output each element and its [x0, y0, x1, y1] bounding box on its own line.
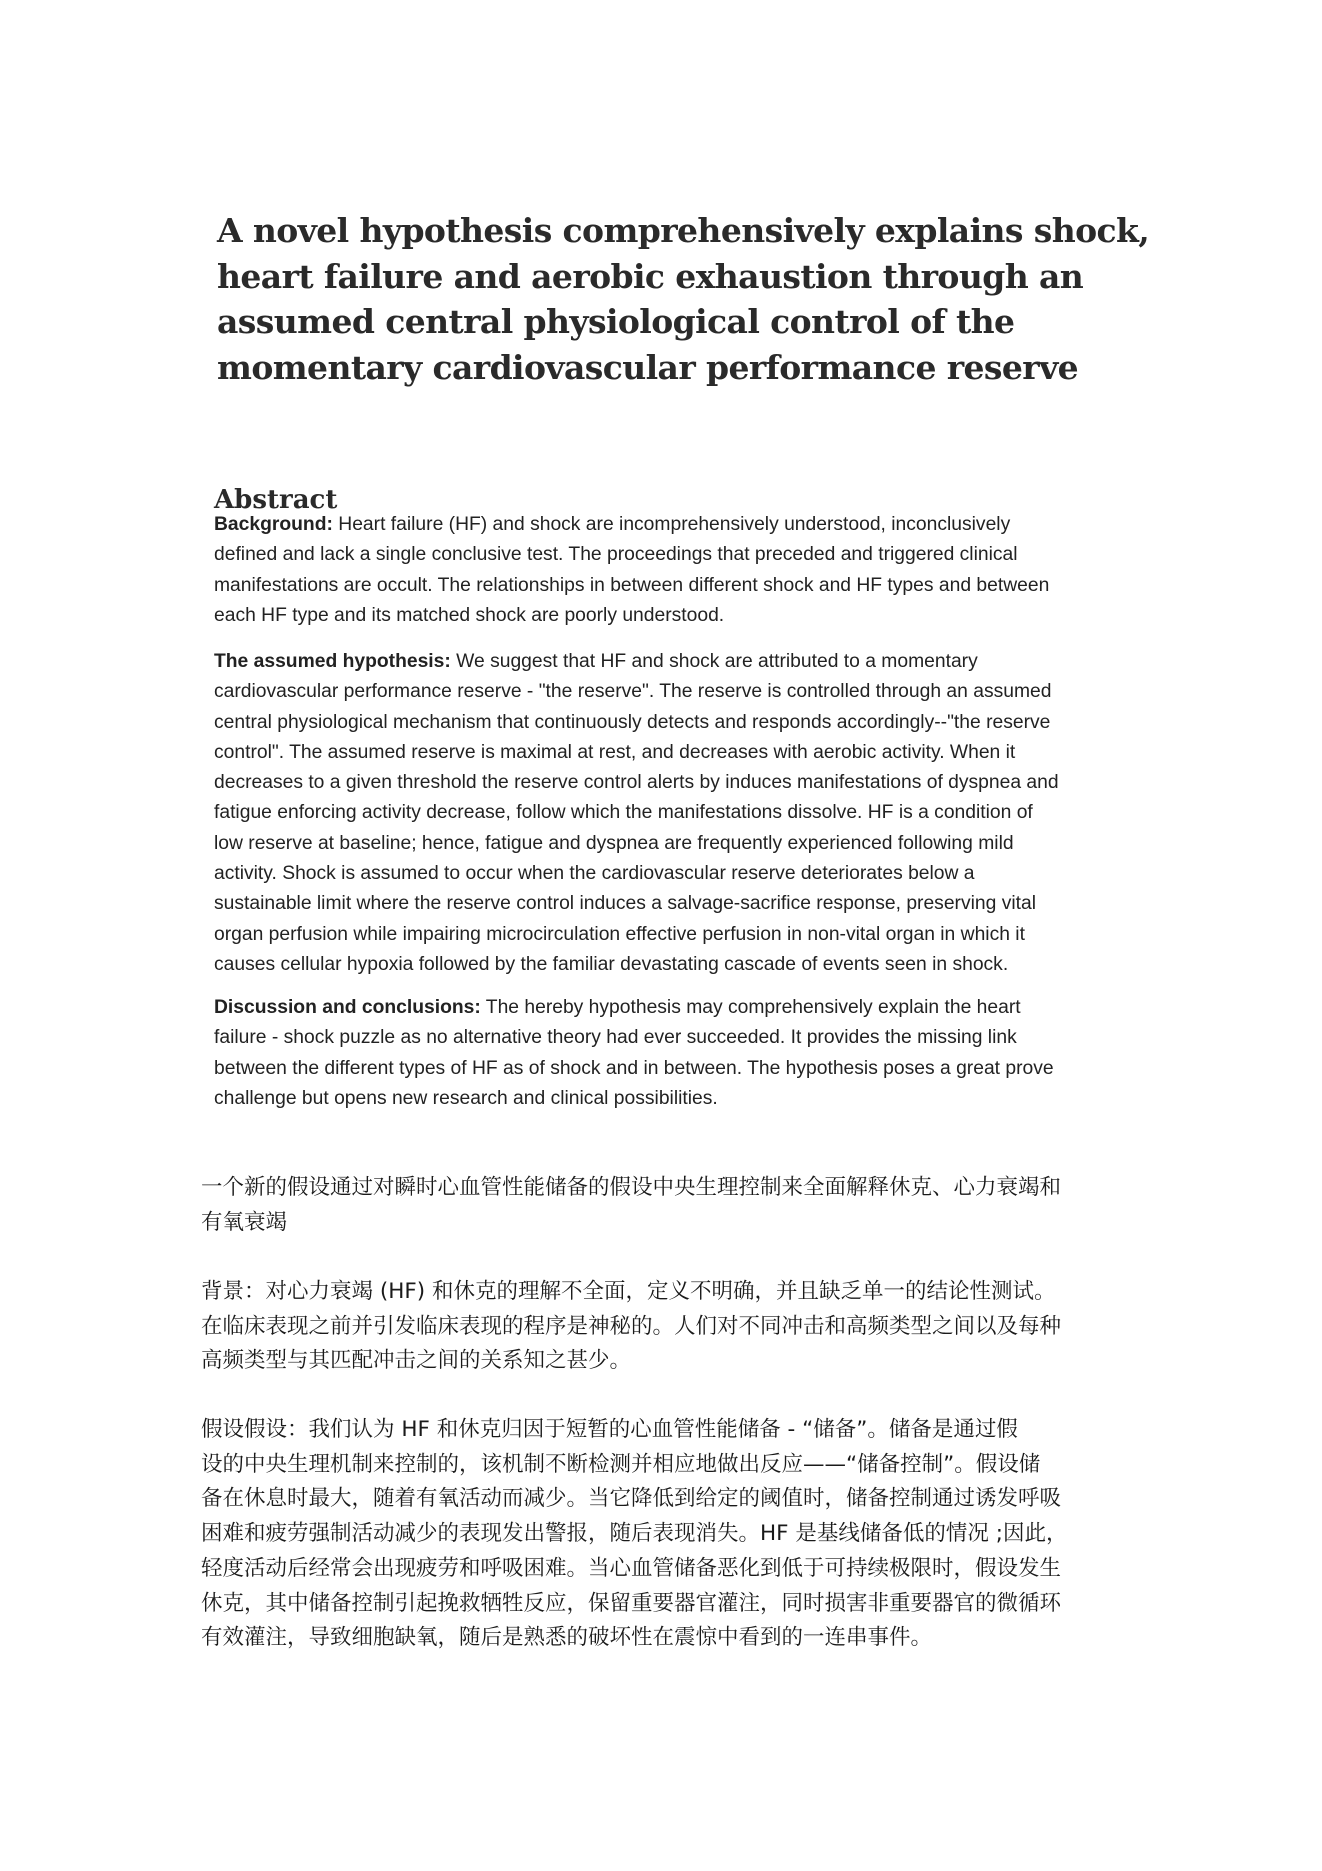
discussion-line-1 [214, 993, 1134, 1023]
hypothesis-lead: The assumed hypothesis: [214, 651, 451, 672]
chinese-background-line: 高频类型与其匹配冲击之间的关系知之甚少。 [201, 1348, 632, 1374]
chinese-hypothesis [201, 1413, 1141, 1656]
background-line: each HF type and its matched shock are poorly understood. [214, 604, 725, 626]
discussion-line: between the different types of HF as of shock and in between. The hypothesis poses a great prove [214, 1057, 1054, 1079]
chinese-title-line: 一个新的假设通过对瞬时心血管性能储备的假设中央生理控制来全面解释休克、心力衰竭和 [201, 1175, 1062, 1200]
hypothesis-text: We suggest that HF and shock are attributed to a momentary [450, 651, 978, 672]
hypothesis-line: organ perfusion while impairing microcirculation effective perfusion in non-vital organ in which it [214, 923, 1025, 945]
title-line: assumed central physiological control of the [217, 302, 1015, 342]
discussion-lead: Discussion and conclusions: [214, 997, 481, 1018]
hypothesis-line: decreases to a given threshold the reserve control alerts by induces manifestations of dyspnea and [214, 772, 1059, 794]
chinese-hypothesis-line: 备在休息时最大，随着有氧活动而减少。当它降低到给定的阈值时，储备控制通过诱发呼吸 [201, 1486, 1062, 1512]
paper-title [217, 208, 1157, 390]
hypothesis-line: central physiological mechanism that continuously detects and responds accordingly--"the reserve [214, 711, 1051, 733]
chinese-hypothesis-line: 休克，其中储备控制引起挽救牺牲反应，保留重要器官灌注，同时损害非重要器官的微循环 [201, 1590, 1062, 1616]
hypothesis-line: control". The assumed reserve is maximal at rest, and decreases with aerobic activity. When it [214, 741, 1016, 763]
chinese-hypothesis-line: 轻度活动后经常会出现疲劳和呼吸困难。当心血管储备恶化到低于可持续极限时，假设发生 [201, 1555, 1062, 1581]
discussion-line: failure - shock puzzle as no alternative theory had ever succeeded. It provides the missing link [214, 1027, 1017, 1049]
background-lead: Background: [214, 514, 333, 535]
chinese-title-line: 有氧衰竭 [201, 1209, 288, 1235]
chinese-hypothesis-line: 设的中央生理机制来控制的，该机制不断检测并相应地做出反应——“储备控制”。假设储 [201, 1451, 1041, 1477]
title-line: heart failure and aerobic exhaustion through an [217, 256, 1084, 296]
background-line: defined and lack a single conclusive test. The proceedings that preceded and triggered clinical [214, 544, 1018, 566]
chinese-background-line: 背景：对心力衰竭 (HF) 和休克的理解不全面，定义不明确，并且缺乏单一的结论性测试。 [201, 1279, 1056, 1304]
chinese-hypothesis-line: 有效灌注，导致细胞缺氧，随后是熟悉的破坏性在震惊中看到的一连串事件。 [201, 1625, 933, 1651]
chinese-background-line: 在临床表现之前并引发临床表现的程序是神秘的。人们对不同冲击和高频类型之间以及每种 [201, 1313, 1062, 1339]
hypothesis-line: fatigue enforcing activity decrease, follow which the manifestations dissolve. HF is a condition of [214, 802, 1033, 824]
abstract-heading: Abstract [214, 484, 338, 515]
discussion-line: challenge but opens new research and clinical possibilities. [214, 1087, 718, 1109]
abstract-background [214, 510, 1134, 631]
chinese-title [201, 1171, 1141, 1240]
chinese-hypothesis-line: 假设假设：我们认为 HF 和休克归因于短暂的心血管性能储备 - “储备”。储备是通过假 [201, 1417, 1018, 1442]
hypothesis-line: causes cellular hypoxia followed by the familiar devastating cascade of events seen in shock. [214, 953, 1009, 975]
abstract-hypothesis [214, 647, 1134, 980]
background-text: Heart failure (HF) and shock are incomprehensively understood, inconclusively [332, 514, 1011, 535]
hypothesis-line-1 [214, 647, 1134, 677]
discussion-text: The hereby hypothesis may comprehensively explain the heart [480, 997, 1021, 1018]
title-line: A novel hypothesis comprehensively explains shock, [217, 211, 1150, 251]
hypothesis-line: activity. Shock is assumed to occur when the cardiovascular reserve deteriorates below a [214, 863, 975, 885]
abstract-discussion [214, 993, 1134, 1114]
hypothesis-line: cardiovascular performance reserve - "the reserve". The reserve is controlled through an assumed [214, 681, 1052, 703]
title-line: momentary cardiovascular performance reserve [217, 347, 1079, 387]
hypothesis-line: sustainable limit where the reserve control induces a salvage-sacrifice response, preserving vital [214, 893, 1036, 915]
chinese-background [201, 1275, 1141, 1379]
background-line: manifestations are occult. The relationships in between different shock and HF types and between [214, 574, 1050, 596]
background-line-1 [214, 510, 1134, 540]
hypothesis-line: low reserve at baseline; hence, fatigue and dyspnea are frequently experienced following mild [214, 832, 1014, 854]
chinese-hypothesis-line: 困难和疲劳强制活动减少的表现发出警报，随后表现消失。HF 是基线储备低的情况 ;因此， [201, 1521, 1068, 1547]
